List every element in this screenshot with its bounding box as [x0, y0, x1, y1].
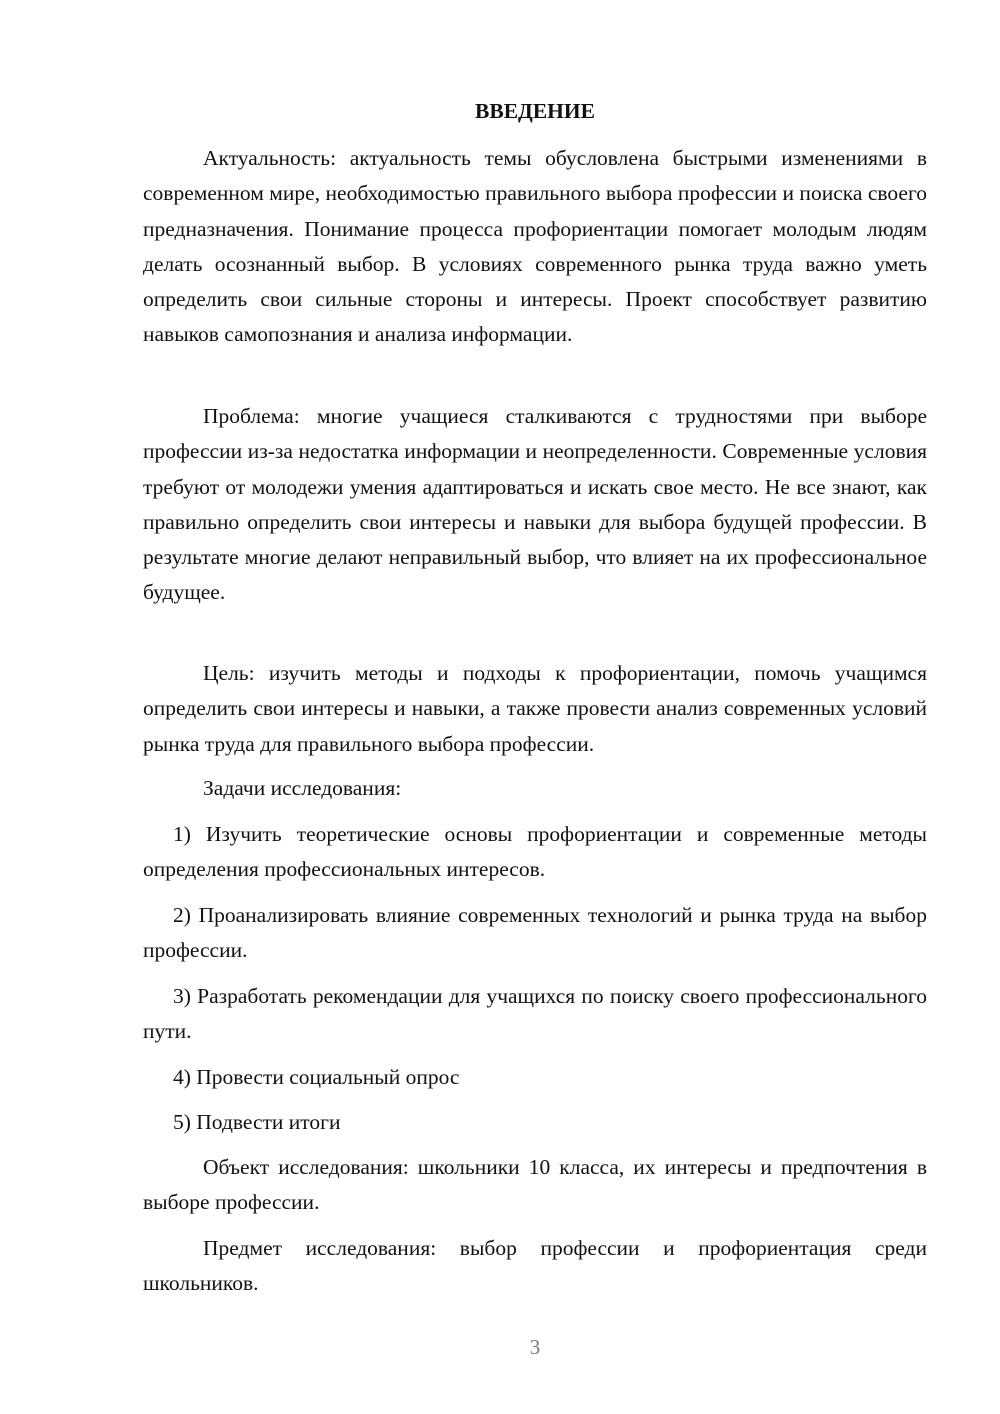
page-number: 3	[529, 1335, 541, 1359]
task-item-2: 2) Проанализировать влияние современных технологий и рынка труда на выбор профессии.	[143, 903, 927, 963]
task-item-4: 4) Провести социальный опрос	[173, 1065, 460, 1089]
paragraph-actuality: Актуальность: актуальность темы обусловлена быстрыми изменениями в современном мире, необходимостью правильного выбора профессии и поиска своего предназначения. Понимание процесса профориентации помогает молодым людям делать осознанный выбор. В условиях современного рынка труда важно уметь определить свои сильные стороны и интересы. Проект способствует развитию навыков самопознания и анализа информации.	[143, 146, 927, 347]
paragraph-problem: Проблема: многие учащиеся сталкиваются с трудностями при выборе профессии из-за недостатка информации и неопределенности. Современные условия требуют от молодежи умения адаптироваться и искать свое место. Не все знают, как правильно определить свои интересы и навыки для выбора будущей профессии. В результате многие делают неправильный выбор, что влияет на их профессиональное будущее.	[143, 404, 927, 605]
task-item-1: 1) Изучить теоретические основы профориентации и современные методы определения профессиональных интересов.	[143, 822, 927, 882]
paragraph-subject: Предмет исследования: выбор профессии и профориентация среди школьников.	[143, 1236, 927, 1296]
paragraph-object: Объект исследования: школьники 10 класса, их интересы и предпочтения в выборе профессии.	[143, 1155, 927, 1215]
tasks-title: Задачи исследования:	[203, 776, 402, 800]
task-item-5: 5) Подвести итоги	[173, 1110, 341, 1134]
task-item-3: 3) Разработать рекомендации для учащихся по поиску своего профессионального пути.	[143, 984, 927, 1044]
paragraph-goal: Цель: изучить методы и подходы к профориентации, помочь учащимся определить свои интересы и навыки, а также провести анализ современных условий рынка труда для правильного выбора профессии.	[143, 661, 927, 756]
page-heading: ВВЕДЕНИЕ	[475, 99, 595, 123]
